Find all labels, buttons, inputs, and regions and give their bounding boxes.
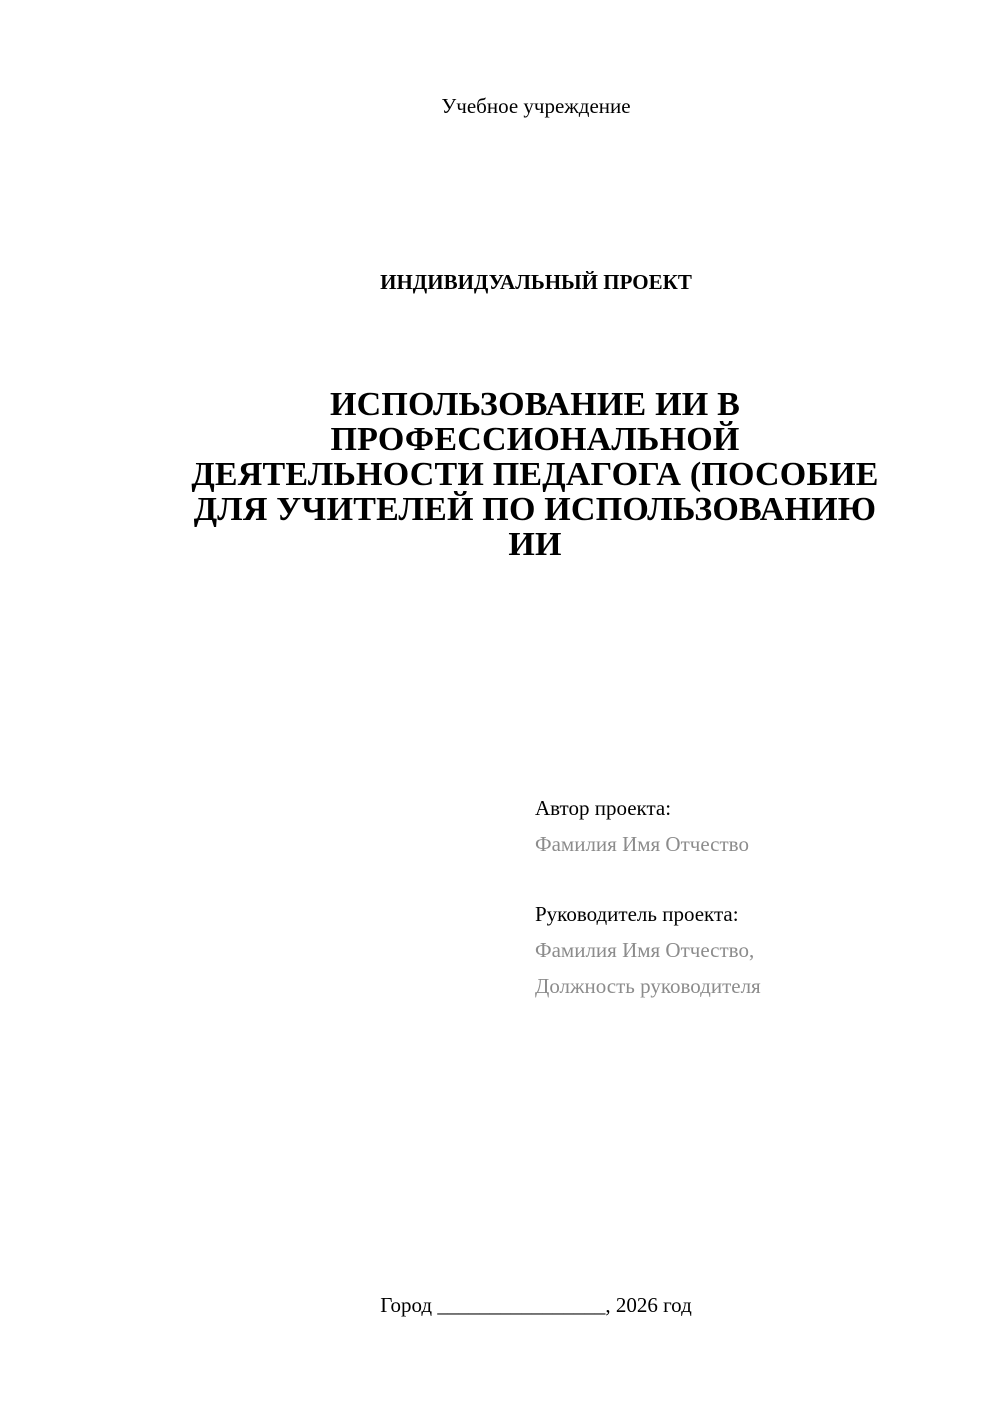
title-line: ИИ [508,526,562,563]
city-year-line: Город ________________, 2026 год [380,1293,692,1317]
credits-spacer [535,862,975,896]
project-type-heading: ИНДИВИДУАЛЬНЫЙ ПРОЕКТ [380,270,692,294]
title-line: ДЛЯ УЧИТЕЛЕЙ ПО ИСПОЛЬЗОВАНИЮ [193,491,877,528]
author-label: Автор проекта: [535,796,672,820]
supervisor-name-placeholder: Фамилия Имя Отчество, [535,938,755,962]
supervisor-label: Руководитель проекта: [535,902,739,926]
title-line: ДЕЯТЕЛЬНОСТИ ПЕДАГОГА (ПОСОБИЕ [191,456,879,493]
supervisor-position-placeholder: Должность руководителя [535,974,761,998]
project-title [150,387,920,562]
institution-name: Учебное учреждение [441,94,631,118]
credits-block [535,790,975,1004]
title-line: ПРОФЕССИОНАЛЬНОЙ [330,421,740,458]
author-name-placeholder: Фамилия Имя Отчество [535,832,749,856]
title-line: ИСПОЛЬЗОВАНИЕ ИИ В [330,386,740,423]
